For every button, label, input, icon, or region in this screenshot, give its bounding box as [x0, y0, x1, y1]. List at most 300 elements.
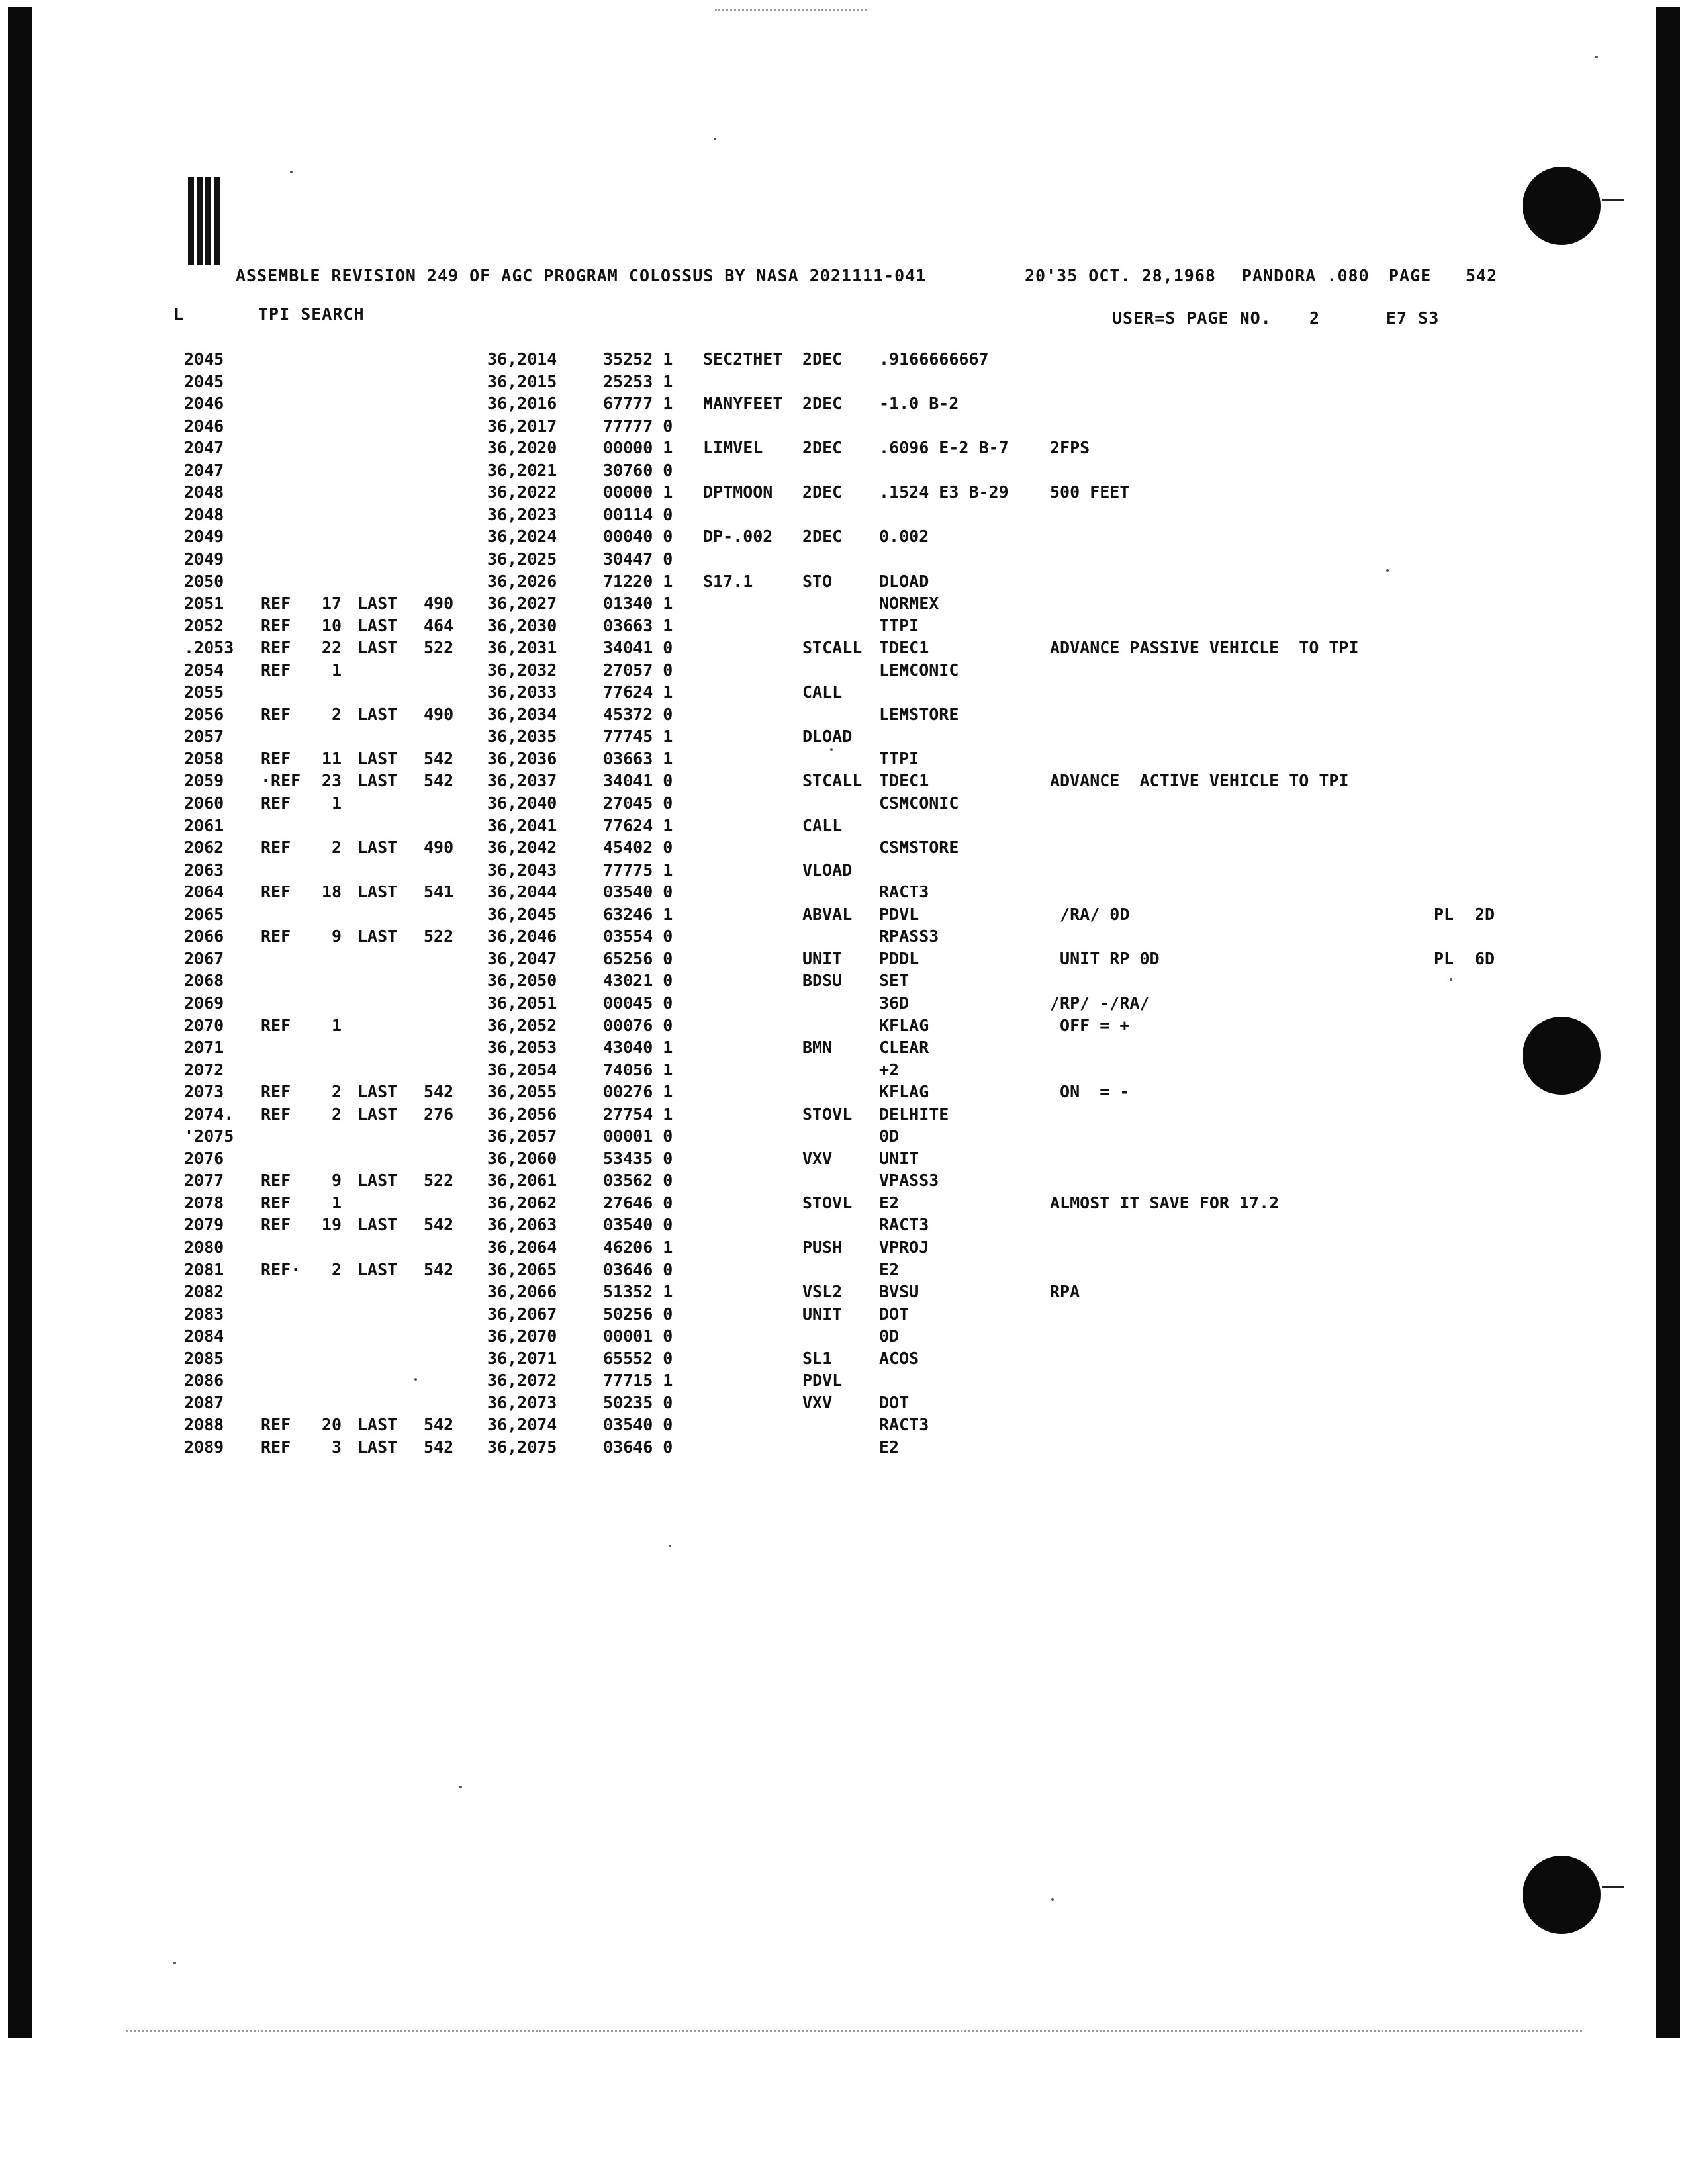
last-marker: LAST [357, 704, 398, 724]
label: MANYFEET [703, 394, 783, 414]
page-number: 542 [1466, 266, 1498, 285]
listing-row [0, 794, 1688, 815]
octal-word: 45372 0 [603, 704, 673, 724]
line-number: 2070 [184, 1015, 224, 1035]
listing-row [0, 572, 1688, 594]
comment: OFF = + [1050, 1015, 1130, 1035]
line-number: 2082 [184, 1282, 224, 1302]
address: 36,2021 [487, 460, 557, 480]
address: 36,2016 [487, 394, 557, 414]
listing-row [0, 905, 1688, 927]
line-number: 2066 [184, 927, 224, 946]
address: 36,2047 [487, 948, 557, 968]
operand: TDEC1 [879, 638, 929, 658]
address: 36,2075 [487, 1437, 557, 1457]
address: 36,2027 [487, 594, 557, 613]
address: 36,2020 [487, 438, 557, 458]
ref-marker: REF [261, 882, 291, 902]
address: 36,2045 [487, 904, 557, 924]
octal-word: 00114 0 [603, 504, 673, 524]
operand: BVSU [879, 1282, 919, 1302]
last-marker: LAST [357, 594, 398, 613]
last-page: 542 [424, 1215, 454, 1235]
ref-marker: REF [261, 749, 291, 768]
line-number: 2052 [184, 615, 224, 635]
address: 36,2061 [487, 1171, 557, 1191]
binder-hole-bottom [1523, 1856, 1601, 1934]
log-letter: L [173, 304, 185, 324]
last-marker: LAST [357, 1171, 398, 1191]
line-number: 2079 [184, 1215, 224, 1235]
opcode: STCALL [802, 638, 863, 658]
last-marker: LAST [357, 615, 398, 635]
address: 36,2070 [487, 1326, 557, 1346]
listing-row [0, 349, 1688, 371]
line-number: 2047 [184, 460, 224, 480]
last-marker: LAST [357, 1415, 398, 1435]
listing-row [0, 860, 1688, 882]
opcode: VLOAD [802, 860, 853, 880]
address: 36,2046 [487, 927, 557, 946]
operand: LEMCONIC [879, 660, 959, 680]
line-number: 2061 [184, 815, 224, 835]
listing-row [0, 438, 1688, 460]
listing-row [0, 1282, 1688, 1304]
opcode: 2DEC [802, 349, 843, 369]
address: 36,2036 [487, 749, 557, 768]
address: 36,2022 [487, 482, 557, 502]
line-number: 2072 [184, 1060, 224, 1079]
listing-row [0, 549, 1688, 571]
assembly-timestamp: 20'35 OCT. 28,1968 [1025, 266, 1216, 285]
pandora-version: PANDORA .080 [1242, 266, 1370, 285]
octal-word: 27754 1 [603, 1104, 673, 1124]
line-number: 2063 [184, 860, 224, 880]
line-number: 2085 [184, 1348, 224, 1368]
opcode: UNIT [802, 1304, 843, 1324]
address: 36,2033 [487, 682, 557, 702]
operand: .1524 E3 B-29 [879, 482, 1009, 502]
listing-row [0, 1171, 1688, 1193]
operand: PDDL [879, 948, 919, 968]
last-marker: LAST [357, 838, 398, 858]
octal-word: 50256 0 [603, 1304, 673, 1324]
comment: 2FPS [1050, 438, 1090, 458]
comment: ADVANCE PASSIVE VEHICLE TO TPI [1050, 638, 1359, 658]
line-number: 2076 [184, 1148, 224, 1168]
last-marker: LAST [357, 1104, 398, 1124]
opcode: 2DEC [802, 527, 843, 547]
listing-row [0, 1304, 1688, 1326]
user-page-label: USER=S PAGE NO. [1112, 308, 1272, 328]
ref-marker: REF [261, 838, 291, 858]
listing-row [0, 394, 1688, 416]
address: 36,2037 [487, 771, 557, 791]
label: LIMVEL [703, 438, 763, 458]
last-marker: LAST [357, 771, 398, 791]
operand: CSMSTORE [879, 838, 959, 858]
octal-word: 77624 1 [603, 682, 673, 702]
octal-word: 46206 1 [603, 1238, 673, 1257]
octal-word: 77777 0 [603, 416, 673, 435]
address: 36,2062 [487, 1193, 557, 1212]
ref-count: 2 [331, 1259, 342, 1279]
operand: E2 [879, 1259, 900, 1279]
last-marker: LAST [357, 749, 398, 768]
ref-count: 1 [331, 1015, 342, 1035]
listing-row [0, 1215, 1688, 1237]
ref-count: 3 [331, 1437, 342, 1457]
ref-count: 19 [321, 1215, 342, 1235]
octal-word: 25253 1 [603, 371, 673, 391]
operand: NORMEX [879, 594, 939, 613]
operand: RPASS3 [879, 927, 939, 946]
octal-word: 01340 1 [603, 594, 673, 613]
line-number: 2048 [184, 504, 224, 524]
last-page: 522 [424, 638, 454, 658]
operand: RACT3 [879, 1415, 929, 1435]
octal-word: 00276 1 [603, 1082, 673, 1102]
last-page: 490 [424, 704, 454, 724]
e-code: E7 S3 [1386, 308, 1440, 328]
octal-word: 03663 1 [603, 749, 673, 768]
address: 36,2034 [487, 704, 557, 724]
operand: CLEAR [879, 1038, 929, 1057]
ref-marker: REF [261, 794, 291, 813]
comment: /RP/ -/RA/ [1050, 993, 1150, 1013]
last-marker: LAST [357, 1215, 398, 1235]
octal-word: 27646 0 [603, 1193, 673, 1212]
line-number: 2049 [184, 527, 224, 547]
ref-count: 2 [331, 1082, 342, 1102]
address: 36,2023 [487, 504, 557, 524]
address: 36,2071 [487, 1348, 557, 1368]
opcode: ABVAL [802, 904, 853, 924]
listing-row [0, 505, 1688, 527]
line-number: 2046 [184, 416, 224, 435]
log-section-title: TPI SEARCH [258, 304, 365, 324]
ref-marker: REF [261, 1215, 291, 1235]
listing-row [0, 927, 1688, 948]
ref-marker: REF [261, 1437, 291, 1457]
last-page: 522 [424, 927, 454, 946]
opcode: DLOAD [802, 727, 853, 747]
ref-count: 1 [331, 660, 342, 680]
scan-speck [669, 1545, 671, 1547]
line-number: 2059 [184, 771, 224, 791]
scan-speck [173, 1962, 176, 1964]
octal-word: 27045 0 [603, 794, 673, 813]
address: 36,2050 [487, 971, 557, 991]
line-number: 2058 [184, 749, 224, 768]
scan-speck [290, 171, 293, 173]
listing-row [0, 882, 1688, 904]
line-number: 2045 [184, 371, 224, 391]
opcode: STCALL [802, 771, 863, 791]
octal-word: 03540 0 [603, 1215, 673, 1235]
last-page: 490 [424, 594, 454, 613]
address: 36,2044 [487, 882, 557, 902]
line-number: 2048 [184, 482, 224, 502]
octal-word: 00000 1 [603, 438, 673, 458]
address: 36,2055 [487, 1082, 557, 1102]
line-number: 2049 [184, 549, 224, 569]
octal-word: 65552 0 [603, 1348, 673, 1368]
listing-row [0, 616, 1688, 638]
listing-row [0, 771, 1688, 793]
line-number: 2083 [184, 1304, 224, 1324]
last-marker: LAST [357, 882, 398, 902]
address: 36,2066 [487, 1282, 557, 1302]
comment: 500 FEET [1050, 482, 1130, 502]
address: 36,2025 [487, 549, 557, 569]
ref-count: 2 [331, 1104, 342, 1124]
ref-marker: REF [261, 660, 291, 680]
ref-count: 23 [321, 771, 342, 791]
octal-word: 65256 0 [603, 948, 673, 968]
comment: ON = - [1050, 1082, 1130, 1102]
operand: CSMCONIC [879, 794, 959, 813]
octal-word: 30447 0 [603, 549, 673, 569]
octal-word: 35252 1 [603, 349, 673, 369]
listing-row [0, 527, 1688, 549]
ref-marker: REF [261, 615, 291, 635]
listing-row [0, 1126, 1688, 1148]
address: 36,2056 [487, 1104, 557, 1124]
operand: VPASS3 [879, 1171, 939, 1191]
line-number: 2077 [184, 1171, 224, 1191]
listing-row [0, 949, 1688, 971]
operand: TTPI [879, 749, 919, 768]
octal-word: 34041 0 [603, 638, 673, 658]
operand: 0.002 [879, 527, 929, 547]
operand: DOT [879, 1304, 910, 1324]
address: 36,2014 [487, 349, 557, 369]
address: 36,2067 [487, 1304, 557, 1324]
listing-row [0, 1038, 1688, 1060]
address: 36,2072 [487, 1371, 557, 1390]
binder-hole-mark [1602, 1886, 1624, 1888]
listing-row [0, 1238, 1688, 1259]
line-number: 2062 [184, 838, 224, 858]
address: 36,2017 [487, 416, 557, 435]
pl-marker: PL [1434, 948, 1454, 968]
ref-marker: REF [261, 638, 291, 658]
line-number: 2045 [184, 349, 224, 369]
last-page: 542 [424, 771, 454, 791]
operand: 0D [879, 1326, 900, 1346]
opcode: 2DEC [802, 394, 843, 414]
octal-word: 77745 1 [603, 727, 673, 747]
line-number: 2089 [184, 1437, 224, 1457]
opcode: CALL [802, 815, 843, 835]
user-page-number: 2 [1309, 308, 1321, 328]
comment: RPA [1050, 1282, 1080, 1302]
line-number: 2086 [184, 1371, 224, 1390]
last-page: 464 [424, 615, 454, 635]
octal-word: 00076 0 [603, 1015, 673, 1035]
listing-row [0, 1016, 1688, 1038]
octal-word: 53435 0 [603, 1148, 673, 1168]
ref-marker: REF [261, 704, 291, 724]
last-page: 522 [424, 1171, 454, 1191]
address: 36,2015 [487, 371, 557, 391]
opcode: BMN [802, 1038, 833, 1057]
ref-marker: REF [261, 1171, 291, 1191]
address: 36,2035 [487, 727, 557, 747]
address: 36,2043 [487, 860, 557, 880]
line-number: 2056 [184, 704, 224, 724]
octal-word: 03663 1 [603, 615, 673, 635]
ref-count: 22 [321, 638, 342, 658]
listing-row [0, 482, 1688, 504]
last-page: 542 [424, 1437, 454, 1457]
address: 36,2042 [487, 838, 557, 858]
octal-word: 43040 1 [603, 1038, 673, 1057]
octal-word: 43021 0 [603, 971, 673, 991]
line-number: 2080 [184, 1238, 224, 1257]
operand: KFLAG [879, 1082, 929, 1102]
ref-count: 9 [331, 1171, 342, 1191]
listing-row [0, 1349, 1688, 1371]
opcode: PDVL [802, 1371, 843, 1390]
listing-row [0, 1149, 1688, 1171]
operand: 36D [879, 993, 910, 1013]
operand: DELHITE [879, 1104, 949, 1124]
address: 36,2054 [487, 1060, 557, 1079]
comment: /RA/ 0D [1050, 904, 1130, 924]
octal-word: 77624 1 [603, 815, 673, 835]
line-number: 2055 [184, 682, 224, 702]
line-number: 2074. [184, 1104, 234, 1124]
ref-count: 18 [321, 882, 342, 902]
address: 36,2041 [487, 815, 557, 835]
listing-row [0, 660, 1688, 682]
last-page: 542 [424, 1415, 454, 1435]
listing-row [0, 749, 1688, 771]
last-marker: LAST [357, 1082, 398, 1102]
line-number: 2069 [184, 993, 224, 1013]
last-page: 542 [424, 749, 454, 768]
opcode: STOVL [802, 1104, 853, 1124]
line-number: '2075 [184, 1126, 234, 1146]
label: DPTMOON [703, 482, 773, 502]
line-number: 2081 [184, 1259, 224, 1279]
opcode: STO [802, 571, 833, 591]
ref-count: 11 [321, 749, 342, 768]
line-number: 2084 [184, 1326, 224, 1346]
listing-row [0, 594, 1688, 615]
octal-word: 27057 0 [603, 660, 673, 680]
comment: ADVANCE ACTIVE VEHICLE TO TPI [1050, 771, 1349, 791]
octal-word: 00001 0 [603, 1126, 673, 1146]
listing-row [0, 1415, 1688, 1437]
octal-word: 74056 1 [603, 1060, 673, 1079]
address: 36,2057 [487, 1126, 557, 1146]
logo-bars-icon [188, 177, 220, 270]
operand: LEMSTORE [879, 704, 959, 724]
octal-word: 00045 0 [603, 993, 673, 1013]
opcode: CALL [802, 682, 843, 702]
bottom-perforation [126, 2030, 1582, 2034]
listing-row [0, 838, 1688, 860]
label: SEC2THET [703, 349, 783, 369]
assembly-title: ASSEMBLE REVISION 249 OF AGC PROGRAM COLOSSUS BY NASA 2021111-041 [236, 266, 927, 285]
operand: RACT3 [879, 1215, 929, 1235]
pl-argument: 2D [1475, 904, 1495, 924]
listing-row [0, 816, 1688, 838]
top-perforation [715, 9, 867, 13]
octal-word: 63246 1 [603, 904, 673, 924]
operand: DLOAD [879, 571, 929, 591]
ref-marker: REF· [261, 1259, 301, 1279]
operand: KFLAG [879, 1015, 929, 1035]
octal-word: 00001 0 [603, 1326, 673, 1346]
listing-row [0, 461, 1688, 482]
ref-count: 2 [331, 704, 342, 724]
opcode: VSL2 [802, 1282, 843, 1302]
octal-word: 50235 0 [603, 1392, 673, 1412]
address: 36,2053 [487, 1038, 557, 1057]
listing-row [0, 727, 1688, 749]
operand: PDVL [879, 904, 919, 924]
comment: UNIT RP 0D [1050, 948, 1160, 968]
octal-word: 71220 1 [603, 571, 673, 591]
address: 36,2024 [487, 527, 557, 547]
listing-row [0, 1082, 1688, 1104]
operand: TTPI [879, 615, 919, 635]
line-number: 2068 [184, 971, 224, 991]
last-marker: LAST [357, 1437, 398, 1457]
opcode: 2DEC [802, 482, 843, 502]
line-number: 2078 [184, 1193, 224, 1212]
operand: ACOS [879, 1348, 919, 1368]
listing-row [0, 993, 1688, 1015]
address: 36,2052 [487, 1015, 557, 1035]
operand: E2 [879, 1193, 900, 1212]
last-marker: LAST [357, 1259, 398, 1279]
ref-count: 2 [331, 838, 342, 858]
ref-marker: ·REF [261, 771, 301, 791]
octal-word: 03540 0 [603, 882, 673, 902]
operand: VPROJ [879, 1238, 929, 1257]
octal-word: 03646 0 [603, 1437, 673, 1457]
operand: SET [879, 971, 910, 991]
opcode: SL1 [802, 1348, 833, 1368]
ref-marker: REF [261, 1015, 291, 1035]
line-number: 2088 [184, 1415, 224, 1435]
octal-word: 51352 1 [603, 1282, 673, 1302]
address: 36,2031 [487, 638, 557, 658]
listing-row [0, 1371, 1688, 1392]
operand: RACT3 [879, 882, 929, 902]
line-number: .2053 [184, 638, 234, 658]
address: 36,2032 [487, 660, 557, 680]
line-number: 2064 [184, 882, 224, 902]
operand: .6096 E-2 B-7 [879, 438, 1009, 458]
last-marker: LAST [357, 638, 398, 658]
address: 36,2074 [487, 1415, 557, 1435]
address: 36,2073 [487, 1392, 557, 1412]
octal-word: 00040 0 [603, 527, 673, 547]
address: 36,2026 [487, 571, 557, 591]
pl-marker: PL [1434, 904, 1454, 924]
listing-row [0, 971, 1688, 993]
octal-word: 30760 0 [603, 460, 673, 480]
listing-row [0, 682, 1688, 704]
operand: E2 [879, 1437, 900, 1457]
opcode: STOVL [802, 1193, 853, 1212]
